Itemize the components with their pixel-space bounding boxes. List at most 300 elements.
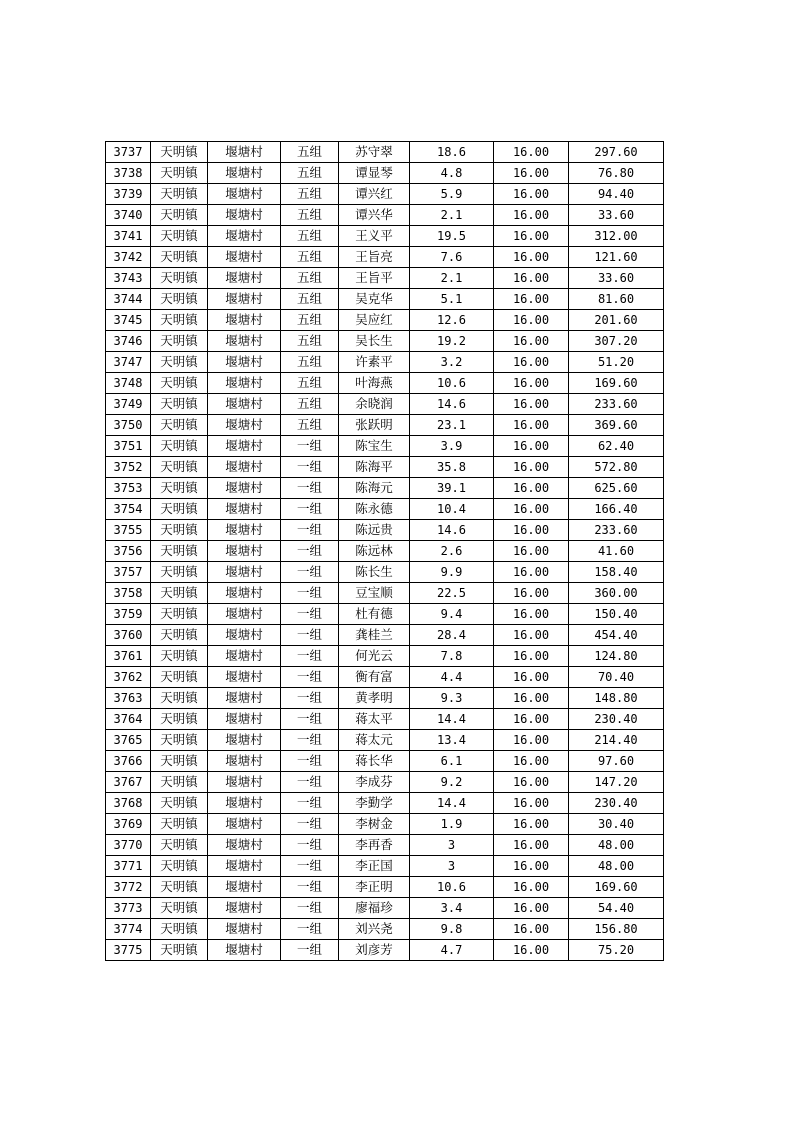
cell-name: 陈宝生 [339, 436, 410, 457]
cell-rate: 16.00 [494, 142, 569, 163]
cell-row-id: 3772 [106, 877, 151, 898]
table-row [106, 184, 664, 205]
cell-village: 堰塘村 [208, 457, 281, 478]
cell-rate: 16.00 [494, 205, 569, 226]
cell-area: 4.7 [410, 940, 494, 961]
cell-row-id: 3774 [106, 919, 151, 940]
cell-rate: 16.00 [494, 247, 569, 268]
cell-rate: 16.00 [494, 688, 569, 709]
cell-rate: 16.00 [494, 394, 569, 415]
cell-amount: 230.40 [569, 709, 664, 730]
table-row [106, 793, 664, 814]
cell-rate: 16.00 [494, 478, 569, 499]
cell-town: 天明镇 [151, 793, 208, 814]
cell-row-id: 3753 [106, 478, 151, 499]
cell-group: 一组 [281, 751, 339, 772]
cell-amount: 297.60 [569, 142, 664, 163]
cell-group: 一组 [281, 877, 339, 898]
cell-group: 五组 [281, 205, 339, 226]
cell-area: 23.1 [410, 415, 494, 436]
table-row [106, 919, 664, 940]
cell-name: 余晓润 [339, 394, 410, 415]
cell-amount: 148.80 [569, 688, 664, 709]
table-row [106, 310, 664, 331]
cell-area: 7.8 [410, 646, 494, 667]
cell-name: 陈海平 [339, 457, 410, 478]
cell-group: 五组 [281, 352, 339, 373]
cell-row-id: 3740 [106, 205, 151, 226]
cell-amount: 147.20 [569, 772, 664, 793]
cell-group: 一组 [281, 835, 339, 856]
cell-area: 9.4 [410, 604, 494, 625]
cell-name: 陈永德 [339, 499, 410, 520]
cell-town: 天明镇 [151, 436, 208, 457]
cell-village: 堰塘村 [208, 394, 281, 415]
cell-row-id: 3742 [106, 247, 151, 268]
cell-village: 堰塘村 [208, 415, 281, 436]
cell-town: 天明镇 [151, 310, 208, 331]
cell-rate: 16.00 [494, 562, 569, 583]
cell-amount: 312.00 [569, 226, 664, 247]
cell-group: 一组 [281, 478, 339, 499]
cell-group: 五组 [281, 394, 339, 415]
cell-town: 天明镇 [151, 226, 208, 247]
table-row [106, 247, 664, 268]
cell-rate: 16.00 [494, 604, 569, 625]
cell-row-id: 3769 [106, 814, 151, 835]
cell-town: 天明镇 [151, 814, 208, 835]
cell-amount: 76.80 [569, 163, 664, 184]
cell-row-id: 3759 [106, 604, 151, 625]
cell-group: 一组 [281, 919, 339, 940]
cell-row-id: 3765 [106, 730, 151, 751]
cell-amount: 158.40 [569, 562, 664, 583]
cell-name: 李正国 [339, 856, 410, 877]
cell-group: 五组 [281, 415, 339, 436]
cell-row-id: 3737 [106, 142, 151, 163]
cell-group: 五组 [281, 163, 339, 184]
cell-area: 9.8 [410, 919, 494, 940]
cell-name: 谭兴华 [339, 205, 410, 226]
cell-town: 天明镇 [151, 688, 208, 709]
cell-name: 叶海燕 [339, 373, 410, 394]
cell-rate: 16.00 [494, 919, 569, 940]
cell-area: 4.4 [410, 667, 494, 688]
cell-area: 6.1 [410, 751, 494, 772]
cell-town: 天明镇 [151, 751, 208, 772]
table-row [106, 394, 664, 415]
cell-area: 10.6 [410, 373, 494, 394]
cell-amount: 48.00 [569, 856, 664, 877]
table-row [106, 226, 664, 247]
cell-group: 一组 [281, 541, 339, 562]
table-row [106, 142, 664, 163]
cell-amount: 70.40 [569, 667, 664, 688]
table-row [106, 625, 664, 646]
cell-rate: 16.00 [494, 415, 569, 436]
cell-area: 9.2 [410, 772, 494, 793]
cell-area: 3.2 [410, 352, 494, 373]
cell-name: 李成芬 [339, 772, 410, 793]
table-row [106, 667, 664, 688]
table-row [106, 289, 664, 310]
cell-town: 天明镇 [151, 646, 208, 667]
cell-village: 堰塘村 [208, 562, 281, 583]
cell-name: 谭兴红 [339, 184, 410, 205]
cell-rate: 16.00 [494, 268, 569, 289]
cell-town: 天明镇 [151, 394, 208, 415]
cell-area: 14.4 [410, 709, 494, 730]
table-row [106, 520, 664, 541]
cell-group: 一组 [281, 436, 339, 457]
cell-area: 3.4 [410, 898, 494, 919]
cell-town: 天明镇 [151, 877, 208, 898]
cell-area: 3.9 [410, 436, 494, 457]
cell-name: 吴长生 [339, 331, 410, 352]
cell-village: 堰塘村 [208, 247, 281, 268]
cell-town: 天明镇 [151, 373, 208, 394]
cell-rate: 16.00 [494, 793, 569, 814]
cell-village: 堰塘村 [208, 730, 281, 751]
cell-row-id: 3768 [106, 793, 151, 814]
table-row [106, 415, 664, 436]
cell-amount: 30.40 [569, 814, 664, 835]
cell-rate: 16.00 [494, 877, 569, 898]
cell-amount: 169.60 [569, 373, 664, 394]
cell-town: 天明镇 [151, 541, 208, 562]
cell-rate: 16.00 [494, 709, 569, 730]
cell-row-id: 3771 [106, 856, 151, 877]
cell-area: 14.6 [410, 394, 494, 415]
cell-amount: 166.40 [569, 499, 664, 520]
cell-group: 五组 [281, 142, 339, 163]
cell-rate: 16.00 [494, 352, 569, 373]
cell-row-id: 3747 [106, 352, 151, 373]
table-row [106, 331, 664, 352]
cell-village: 堰塘村 [208, 310, 281, 331]
cell-amount: 48.00 [569, 835, 664, 856]
cell-rate: 16.00 [494, 940, 569, 961]
cell-area: 19.2 [410, 331, 494, 352]
cell-amount: 572.80 [569, 457, 664, 478]
cell-area: 3 [410, 856, 494, 877]
cell-town: 天明镇 [151, 289, 208, 310]
subsidy-table [105, 141, 664, 961]
table-row [106, 856, 664, 877]
cell-row-id: 3775 [106, 940, 151, 961]
cell-name: 陈长生 [339, 562, 410, 583]
cell-amount: 369.60 [569, 415, 664, 436]
cell-name: 刘兴尧 [339, 919, 410, 940]
cell-rate: 16.00 [494, 856, 569, 877]
cell-amount: 625.60 [569, 478, 664, 499]
cell-row-id: 3754 [106, 499, 151, 520]
cell-village: 堰塘村 [208, 541, 281, 562]
cell-village: 堰塘村 [208, 163, 281, 184]
table-row [106, 457, 664, 478]
cell-village: 堰塘村 [208, 898, 281, 919]
table-row [106, 373, 664, 394]
cell-group: 五组 [281, 310, 339, 331]
cell-group: 一组 [281, 583, 339, 604]
cell-town: 天明镇 [151, 730, 208, 751]
cell-town: 天明镇 [151, 625, 208, 646]
table-row [106, 562, 664, 583]
cell-area: 5.1 [410, 289, 494, 310]
cell-village: 堰塘村 [208, 919, 281, 940]
cell-village: 堰塘村 [208, 226, 281, 247]
cell-area: 10.6 [410, 877, 494, 898]
cell-village: 堰塘村 [208, 814, 281, 835]
cell-town: 天明镇 [151, 142, 208, 163]
table-row [106, 709, 664, 730]
table-row [106, 688, 664, 709]
cell-village: 堰塘村 [208, 436, 281, 457]
cell-rate: 16.00 [494, 646, 569, 667]
table-row [106, 436, 664, 457]
cell-row-id: 3757 [106, 562, 151, 583]
cell-town: 天明镇 [151, 352, 208, 373]
cell-row-id: 3751 [106, 436, 151, 457]
cell-group: 五组 [281, 247, 339, 268]
cell-area: 13.4 [410, 730, 494, 751]
cell-row-id: 3762 [106, 667, 151, 688]
table-row [106, 541, 664, 562]
cell-village: 堰塘村 [208, 940, 281, 961]
table-row [106, 877, 664, 898]
cell-group: 一组 [281, 940, 339, 961]
cell-row-id: 3770 [106, 835, 151, 856]
cell-row-id: 3738 [106, 163, 151, 184]
cell-name: 蒋太平 [339, 709, 410, 730]
cell-name: 吴克华 [339, 289, 410, 310]
cell-rate: 16.00 [494, 730, 569, 751]
cell-area: 35.8 [410, 457, 494, 478]
cell-row-id: 3773 [106, 898, 151, 919]
cell-row-id: 3763 [106, 688, 151, 709]
cell-name: 王旨亮 [339, 247, 410, 268]
table-row [106, 205, 664, 226]
cell-rate: 16.00 [494, 835, 569, 856]
cell-group: 一组 [281, 625, 339, 646]
cell-name: 龚桂兰 [339, 625, 410, 646]
cell-row-id: 3752 [106, 457, 151, 478]
cell-amount: 33.60 [569, 205, 664, 226]
cell-town: 天明镇 [151, 583, 208, 604]
cell-name: 衡有富 [339, 667, 410, 688]
table-body [106, 142, 664, 961]
cell-town: 天明镇 [151, 415, 208, 436]
cell-town: 天明镇 [151, 520, 208, 541]
cell-village: 堰塘村 [208, 352, 281, 373]
cell-rate: 16.00 [494, 373, 569, 394]
cell-village: 堰塘村 [208, 205, 281, 226]
cell-name: 陈远林 [339, 541, 410, 562]
cell-town: 天明镇 [151, 499, 208, 520]
cell-group: 一组 [281, 856, 339, 877]
cell-town: 天明镇 [151, 898, 208, 919]
cell-town: 天明镇 [151, 163, 208, 184]
cell-village: 堰塘村 [208, 625, 281, 646]
cell-area: 12.6 [410, 310, 494, 331]
cell-amount: 214.40 [569, 730, 664, 751]
cell-village: 堰塘村 [208, 142, 281, 163]
cell-area: 28.4 [410, 625, 494, 646]
cell-amount: 233.60 [569, 520, 664, 541]
cell-area: 3 [410, 835, 494, 856]
cell-village: 堰塘村 [208, 268, 281, 289]
cell-rate: 16.00 [494, 520, 569, 541]
cell-name: 豆宝顺 [339, 583, 410, 604]
cell-row-id: 3743 [106, 268, 151, 289]
cell-area: 14.6 [410, 520, 494, 541]
cell-area: 2.1 [410, 268, 494, 289]
cell-amount: 156.80 [569, 919, 664, 940]
cell-name: 吴应红 [339, 310, 410, 331]
cell-town: 天明镇 [151, 457, 208, 478]
cell-name: 杜有德 [339, 604, 410, 625]
table-row [106, 163, 664, 184]
cell-village: 堰塘村 [208, 646, 281, 667]
cell-rate: 16.00 [494, 814, 569, 835]
cell-name: 李再香 [339, 835, 410, 856]
cell-row-id: 3748 [106, 373, 151, 394]
cell-town: 天明镇 [151, 856, 208, 877]
cell-town: 天明镇 [151, 835, 208, 856]
cell-group: 一组 [281, 793, 339, 814]
cell-town: 天明镇 [151, 268, 208, 289]
cell-name: 王旨平 [339, 268, 410, 289]
cell-name: 许素平 [339, 352, 410, 373]
table-row [106, 583, 664, 604]
cell-town: 天明镇 [151, 247, 208, 268]
cell-row-id: 3760 [106, 625, 151, 646]
cell-group: 一组 [281, 604, 339, 625]
cell-amount: 33.60 [569, 268, 664, 289]
cell-name: 李树金 [339, 814, 410, 835]
cell-village: 堰塘村 [208, 709, 281, 730]
cell-amount: 75.20 [569, 940, 664, 961]
cell-amount: 124.80 [569, 646, 664, 667]
cell-rate: 16.00 [494, 667, 569, 688]
cell-town: 天明镇 [151, 772, 208, 793]
cell-village: 堰塘村 [208, 184, 281, 205]
cell-area: 9.3 [410, 688, 494, 709]
cell-village: 堰塘村 [208, 856, 281, 877]
cell-group: 一组 [281, 688, 339, 709]
cell-town: 天明镇 [151, 331, 208, 352]
cell-row-id: 3741 [106, 226, 151, 247]
cell-village: 堰塘村 [208, 604, 281, 625]
cell-row-id: 3750 [106, 415, 151, 436]
cell-village: 堰塘村 [208, 478, 281, 499]
table-row [106, 499, 664, 520]
cell-row-id: 3745 [106, 310, 151, 331]
cell-town: 天明镇 [151, 667, 208, 688]
cell-area: 2.1 [410, 205, 494, 226]
cell-group: 一组 [281, 457, 339, 478]
cell-group: 一组 [281, 646, 339, 667]
table-row [106, 940, 664, 961]
cell-name: 陈远贵 [339, 520, 410, 541]
cell-name: 刘彦芳 [339, 940, 410, 961]
cell-village: 堰塘村 [208, 772, 281, 793]
cell-rate: 16.00 [494, 583, 569, 604]
table-row [106, 751, 664, 772]
cell-name: 陈海元 [339, 478, 410, 499]
cell-village: 堰塘村 [208, 583, 281, 604]
cell-rate: 16.00 [494, 772, 569, 793]
cell-town: 天明镇 [151, 184, 208, 205]
cell-name: 蒋长华 [339, 751, 410, 772]
cell-group: 一组 [281, 667, 339, 688]
cell-group: 五组 [281, 289, 339, 310]
cell-rate: 16.00 [494, 226, 569, 247]
cell-village: 堰塘村 [208, 688, 281, 709]
cell-group: 五组 [281, 331, 339, 352]
cell-name: 谭显琴 [339, 163, 410, 184]
cell-village: 堰塘村 [208, 289, 281, 310]
cell-village: 堰塘村 [208, 331, 281, 352]
cell-area: 9.9 [410, 562, 494, 583]
cell-name: 王义平 [339, 226, 410, 247]
table-row [106, 478, 664, 499]
table-row [106, 835, 664, 856]
cell-name: 廖福珍 [339, 898, 410, 919]
cell-amount: 97.60 [569, 751, 664, 772]
cell-amount: 94.40 [569, 184, 664, 205]
cell-town: 天明镇 [151, 562, 208, 583]
cell-amount: 81.60 [569, 289, 664, 310]
cell-town: 天明镇 [151, 940, 208, 961]
table-row [106, 772, 664, 793]
cell-name: 李正明 [339, 877, 410, 898]
cell-amount: 54.40 [569, 898, 664, 919]
table-row [106, 814, 664, 835]
cell-rate: 16.00 [494, 751, 569, 772]
cell-row-id: 3766 [106, 751, 151, 772]
cell-name: 蒋太元 [339, 730, 410, 751]
cell-amount: 51.20 [569, 352, 664, 373]
cell-rate: 16.00 [494, 436, 569, 457]
cell-village: 堰塘村 [208, 667, 281, 688]
table-row [106, 730, 664, 751]
cell-group: 一组 [281, 898, 339, 919]
cell-village: 堰塘村 [208, 373, 281, 394]
cell-amount: 233.60 [569, 394, 664, 415]
cell-amount: 230.40 [569, 793, 664, 814]
cell-town: 天明镇 [151, 919, 208, 940]
cell-village: 堰塘村 [208, 835, 281, 856]
table-row [106, 646, 664, 667]
cell-rate: 16.00 [494, 541, 569, 562]
cell-amount: 360.00 [569, 583, 664, 604]
cell-town: 天明镇 [151, 709, 208, 730]
cell-rate: 16.00 [494, 163, 569, 184]
table-row [106, 268, 664, 289]
cell-area: 1.9 [410, 814, 494, 835]
cell-area: 22.5 [410, 583, 494, 604]
cell-rate: 16.00 [494, 310, 569, 331]
cell-village: 堰塘村 [208, 520, 281, 541]
cell-group: 五组 [281, 268, 339, 289]
cell-town: 天明镇 [151, 604, 208, 625]
cell-area: 14.4 [410, 793, 494, 814]
cell-row-id: 3755 [106, 520, 151, 541]
cell-group: 五组 [281, 226, 339, 247]
cell-name: 张跃明 [339, 415, 410, 436]
cell-group: 五组 [281, 373, 339, 394]
